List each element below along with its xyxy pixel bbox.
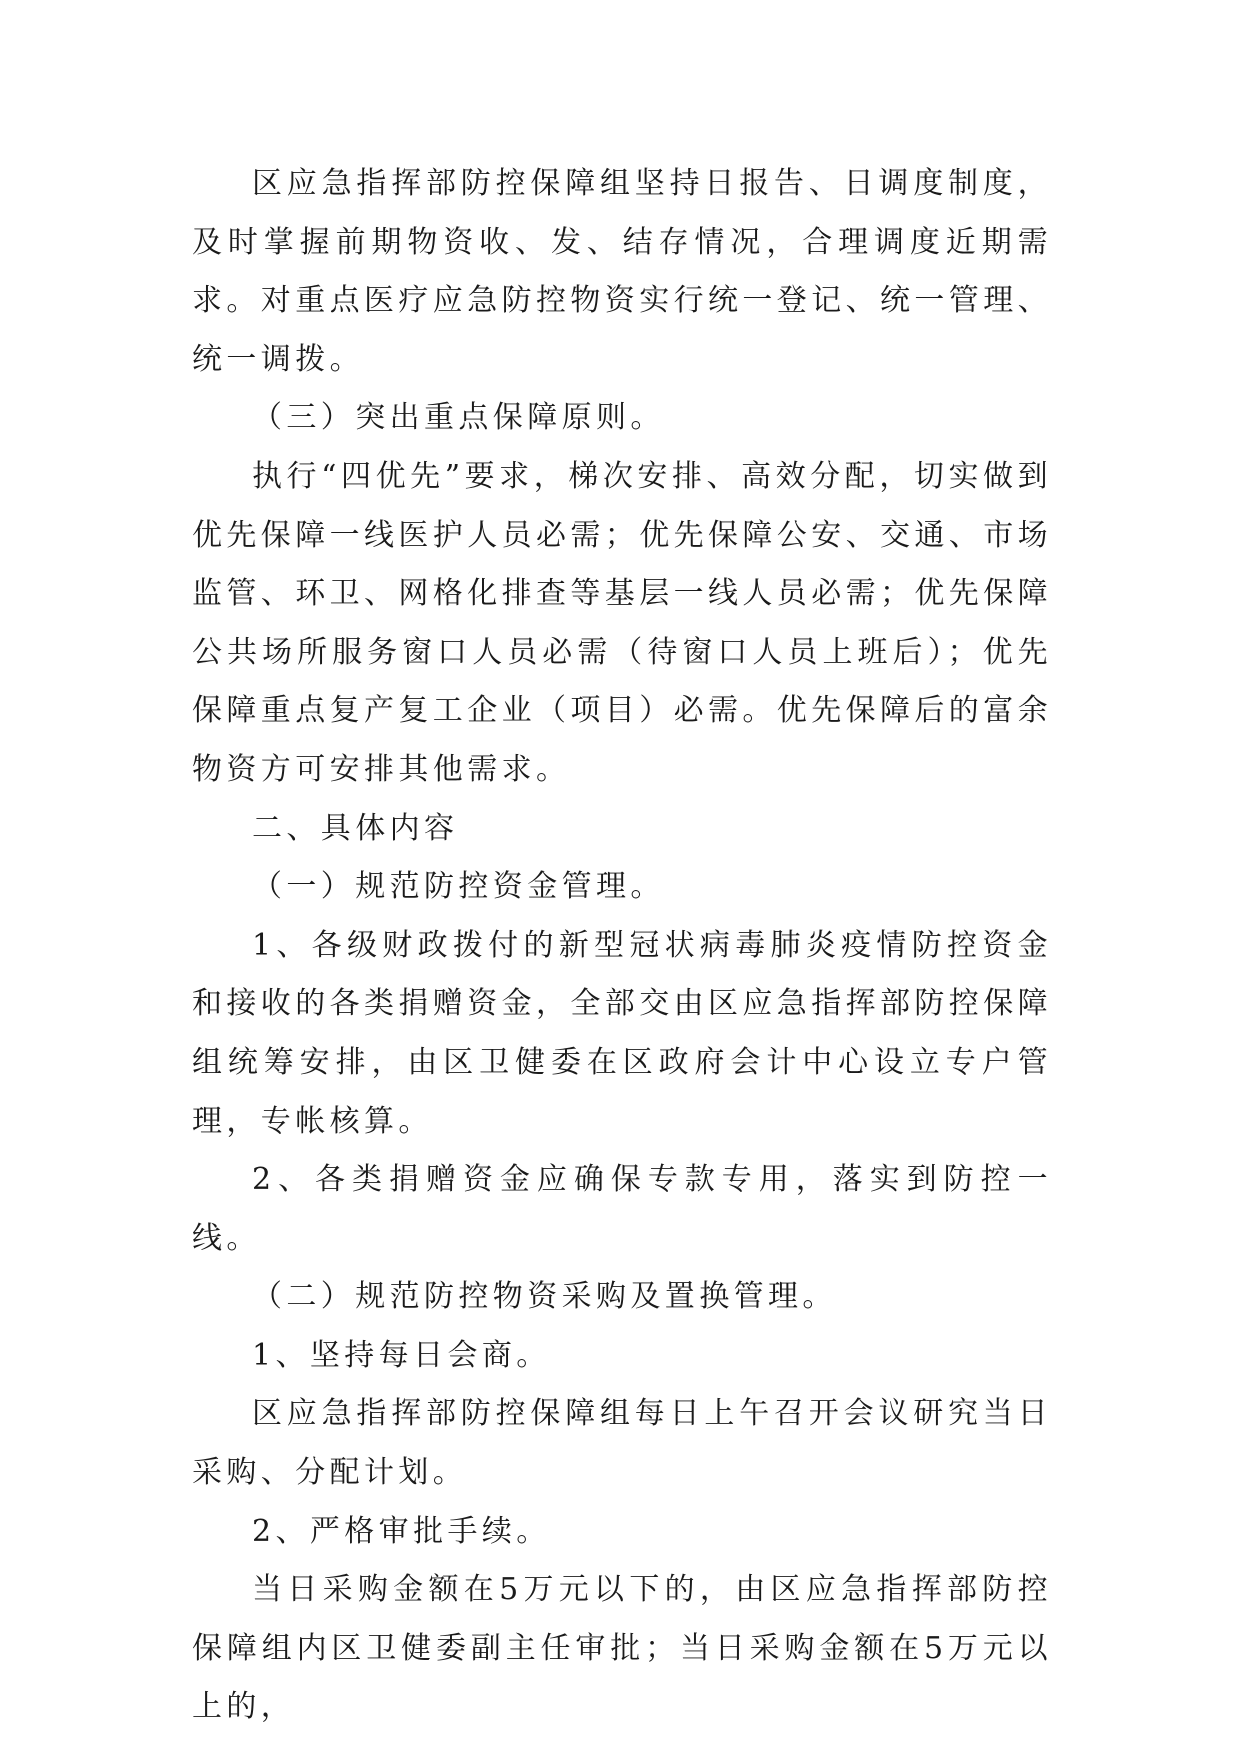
heading-daily-meeting: 1、坚持每日会商。 xyxy=(252,1337,551,1373)
heading-specific-content: 二、具体内容 xyxy=(252,810,459,846)
paragraph-four-priorities: 执行“四优先”要求，梯次安排、高效分配，切实做到优先保障一线医护人员必需；优先保障公安、交通、市场监管、环卫、网格化排查等基层一线人员必需；优先保障公共场所服务窗口人员必需（待窗口人员上班后）；优先保障重点复产复工企业（项目）必需。优先保障后的富余物资方可安排其他需求。 xyxy=(192,458,1052,787)
paragraph-approval-procedure: 当日采购金额在5万元以下的，由区应急指挥部防控保障组内区卫健委副主任审批；当日采购金额在5万元以上的， xyxy=(192,1572,1052,1725)
paragraph-fund-item-1: 1、各级财政拨付的新型冠状病毒肺炎疫情防控资金和接收的各类捐赠资金，全部交由区应急指挥部防控保障组统筹安排，由区卫健委在区政府会计中心设立专户管理，专帐核算。 xyxy=(192,927,1052,1139)
heading-approval-procedure: 2、严格审批手续。 xyxy=(252,1513,551,1549)
heading-fund-management: （一）规范防控资金管理。 xyxy=(252,869,665,905)
paragraph-daily-meeting: 区应急指挥部防控保障组每日上午召开会议研究当日采购、分配计划。 xyxy=(192,1396,1052,1491)
heading-procurement-management: （二）规范防控物资采购及置换管理。 xyxy=(252,1279,837,1315)
paragraph-dispatch-system: 区应急指挥部防控保障组坚持日报告、日调度制度，及时掌握前期物资收、发、结存情况，合理调度近期需求。对重点医疗应急防控物资实行统一登记、统一管理、统一调拨。 xyxy=(192,166,1052,377)
paragraph-fund-item-2: 2、各类捐赠资金应确保专款专用，落实到防控一线。 xyxy=(192,1162,1052,1256)
document-body xyxy=(192,155,1052,1737)
heading-priority-principle: （三）突出重点保障原则。 xyxy=(252,400,665,436)
